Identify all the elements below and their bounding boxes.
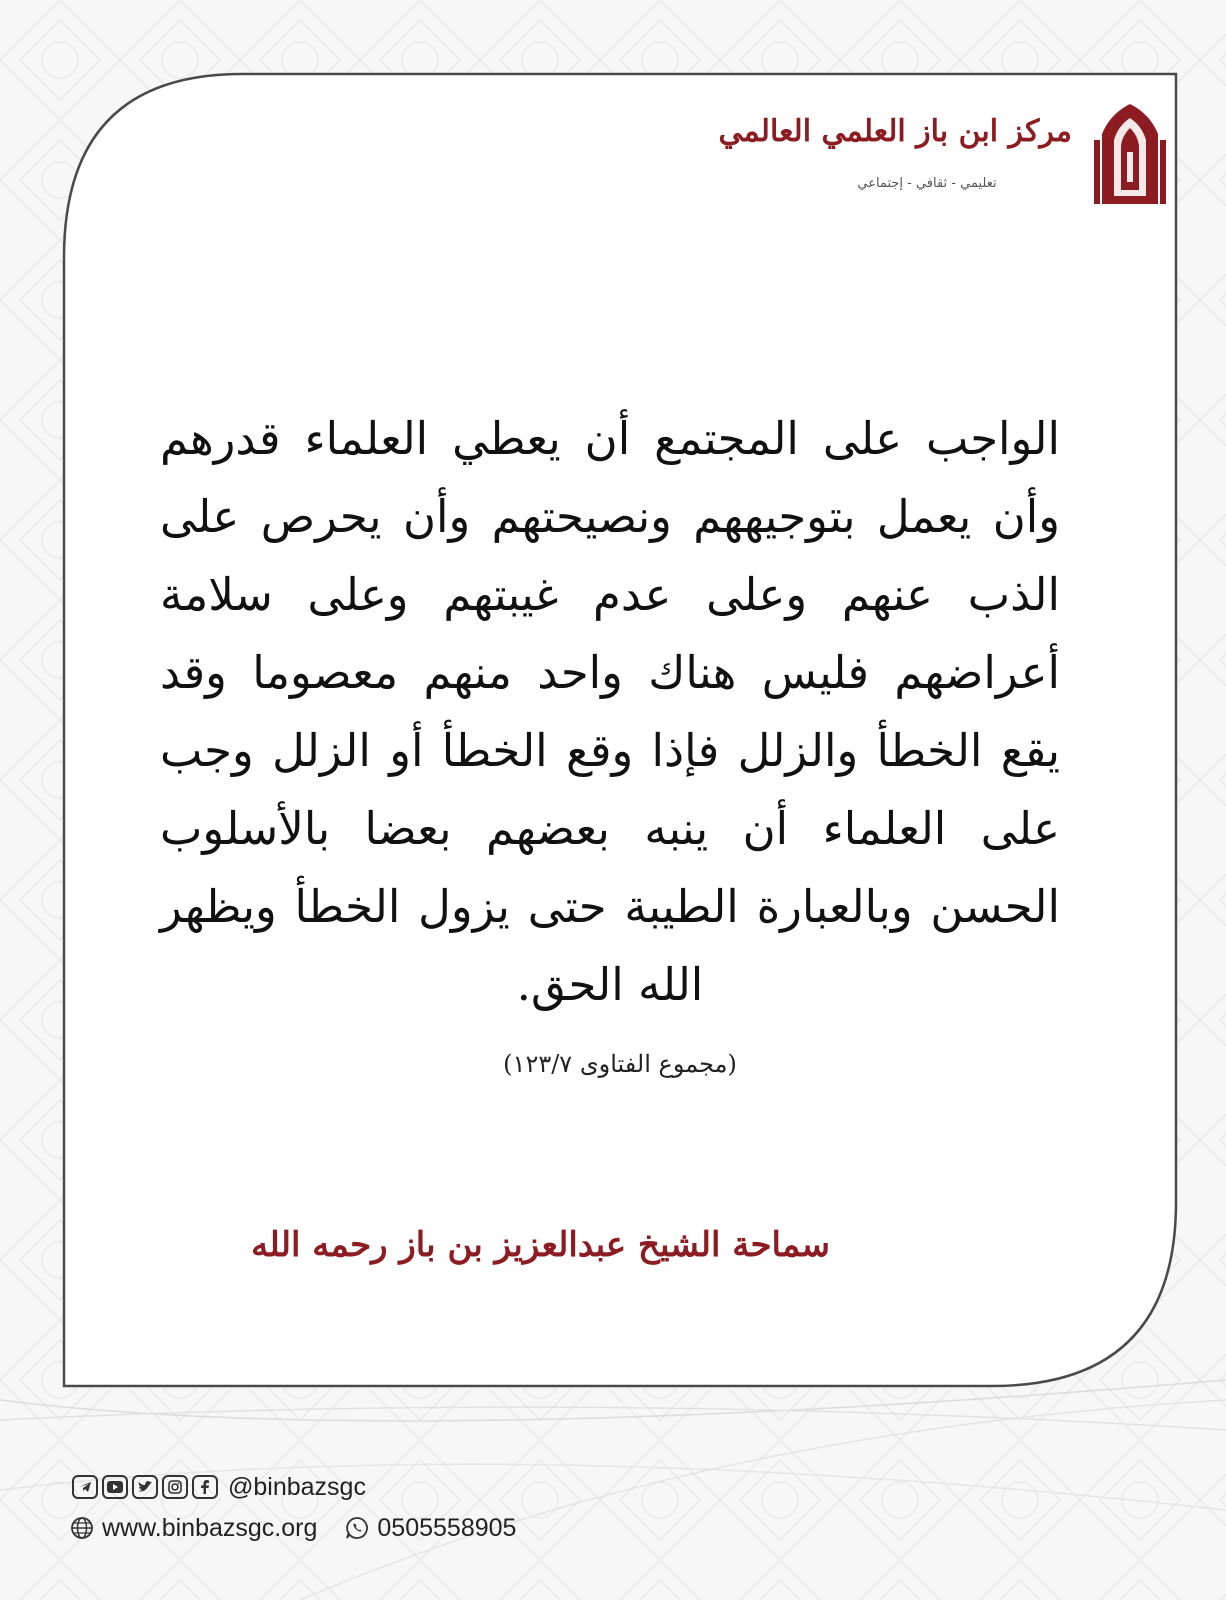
logo-tagline: تعليمي - ثقافي - إجتماعي	[857, 176, 997, 191]
logo-name: مركز ابن باز العلمي العالمي	[718, 114, 1072, 149]
social-handle[interactable]: @binbazsgc	[228, 1472, 366, 1501]
telegram-icon[interactable]	[72, 1475, 98, 1499]
globe-icon	[70, 1516, 94, 1540]
center-logo	[718, 100, 1180, 215]
facebook-icon[interactable]	[192, 1475, 218, 1499]
whatsapp-icon	[345, 1516, 369, 1540]
youtube-icon[interactable]	[102, 1475, 128, 1499]
website-link[interactable]: www.binbazsgc.org	[102, 1513, 318, 1542]
instagram-icon[interactable]	[162, 1475, 188, 1499]
source-citation: (مجموع الفتاوى ١٢٣/٧)	[503, 1050, 737, 1078]
quote-text: الواجب على المجتمع أن يعطي العلماء قدرهم وأن يعمل بتوجيههم ونصيحتهم وأن يحرص على الذب عنهم وعلى عدم غيبتهم وعلى سلامة أعراضهم فليس هناك واحد منهم معصوما وقد يقع الخطأ والزلل فإذا وقع الخطأ أو الزلل وجب على العلماء أن ينبه بعضهم بعضا بالأسلوب الحسن وبالعبارة الطيبة حتى يزول الخطأ ويظهر الله الحق.	[160, 412, 1060, 1011]
mosque-logo-icon	[1080, 100, 1180, 208]
signature: سماحة الشيخ عبدالعزيز بن باز رحمه الله	[251, 1225, 830, 1265]
phone-number[interactable]: 0505558905	[377, 1513, 517, 1542]
contact-info	[70, 1512, 516, 1544]
social-links	[72, 1472, 366, 1502]
twitter-icon[interactable]	[132, 1475, 158, 1499]
